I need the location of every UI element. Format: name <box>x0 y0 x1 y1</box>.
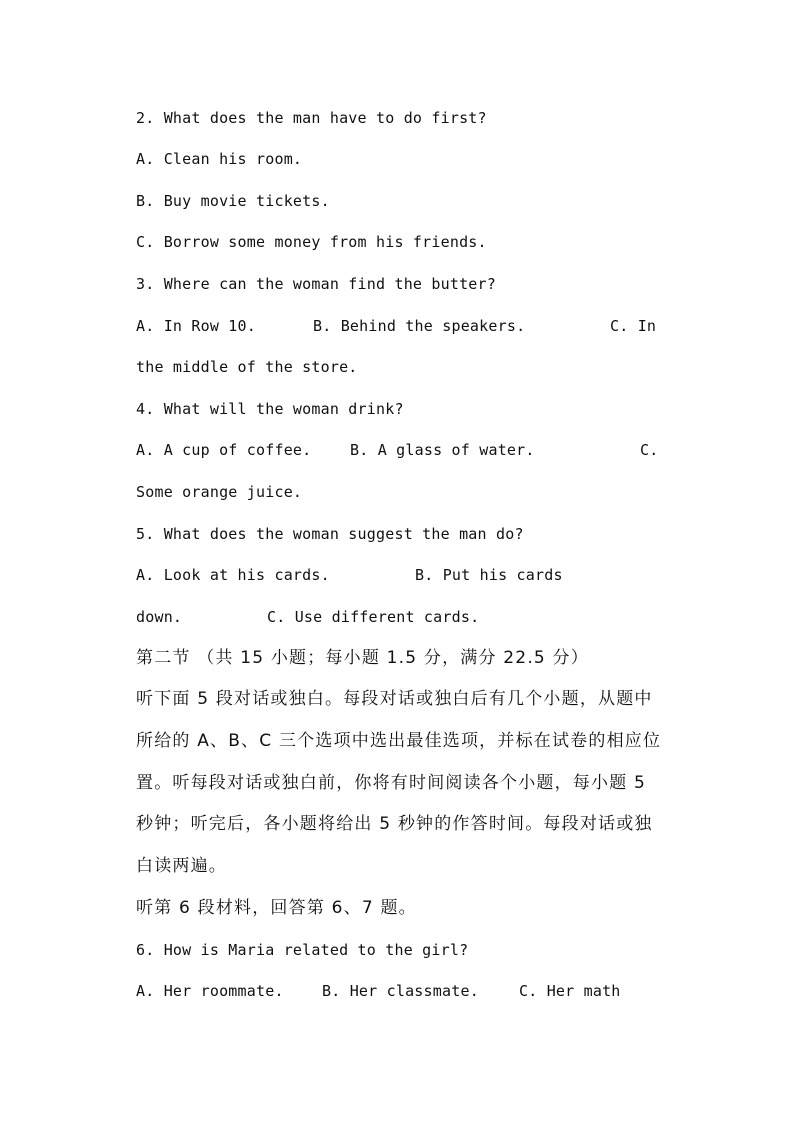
section-2-heading: 第二节 （共 15 小题；每小题 1.5 分，满分 22.5 分） <box>136 648 589 668</box>
instructions-line-2: 所给的 A、B、C 三个选项中选出最佳选项，并标在试卷的相应位 <box>136 731 662 751</box>
instructions-line-1: 听下面 5 段对话或独白。每段对话或独白后有几个小题，从题中 <box>136 689 653 709</box>
question-5-option-b-continued: down. <box>136 608 183 626</box>
question-3-stem: 3. Where can the woman find the butter? <box>136 275 496 293</box>
question-5-option-a: A. Look at his cards. <box>136 566 330 584</box>
question-2-stem: 2. What does the man have to do first? <box>136 109 487 127</box>
question-3-option-c-continued: the middle of the store. <box>136 358 358 376</box>
question-6-stem: 6. How is Maria related to the girl? <box>136 941 469 959</box>
question-4-option-c-continued: Some orange juice. <box>136 483 303 501</box>
instructions-line-3: 置。听每段对话或独白前，你将有时间阅读各个小题，每小题 5 <box>136 773 647 793</box>
question-3-option-c: C. In <box>610 317 657 335</box>
question-2-option-b: B. Buy movie tickets. <box>136 192 330 210</box>
instructions-line-4: 秒钟；听完后，各小题将给出 5 秒钟的作答时间。每段对话或独 <box>136 814 653 834</box>
question-6-options-row <box>136 981 661 1081</box>
question-4-option-b: B. A glass of water. <box>350 441 535 459</box>
question-4-option-a: A. A cup of coffee. <box>136 441 312 459</box>
question-6-option-c: C. Her math <box>519 982 621 1000</box>
question-2-option-a: A. Clean his room. <box>136 150 303 168</box>
question-6-option-b: B. Her classmate. <box>322 982 479 1000</box>
question-2-option-c: C. Borrow some money from his friends. <box>136 233 487 251</box>
question-3-option-b: B. Behind the speakers. <box>313 317 526 335</box>
question-4-option-c: C. <box>640 441 659 459</box>
question-6-option-a: A. Her roommate. <box>136 982 284 1000</box>
question-5-options-row-2 <box>136 607 661 687</box>
question-3-option-a: A. In Row 10. <box>136 317 256 335</box>
material-6-intro: 听第 6 段材料，回答第 6、7 题。 <box>136 898 417 918</box>
question-5-stem: 5. What does the woman suggest the man do? <box>136 525 524 543</box>
question-5-option-c: C. Use different cards. <box>267 608 480 626</box>
question-5-option-b: B. Put his cards <box>415 566 563 584</box>
question-4-stem: 4. What will the woman drink? <box>136 400 404 418</box>
instructions-line-5: 白读两遍。 <box>136 856 227 876</box>
